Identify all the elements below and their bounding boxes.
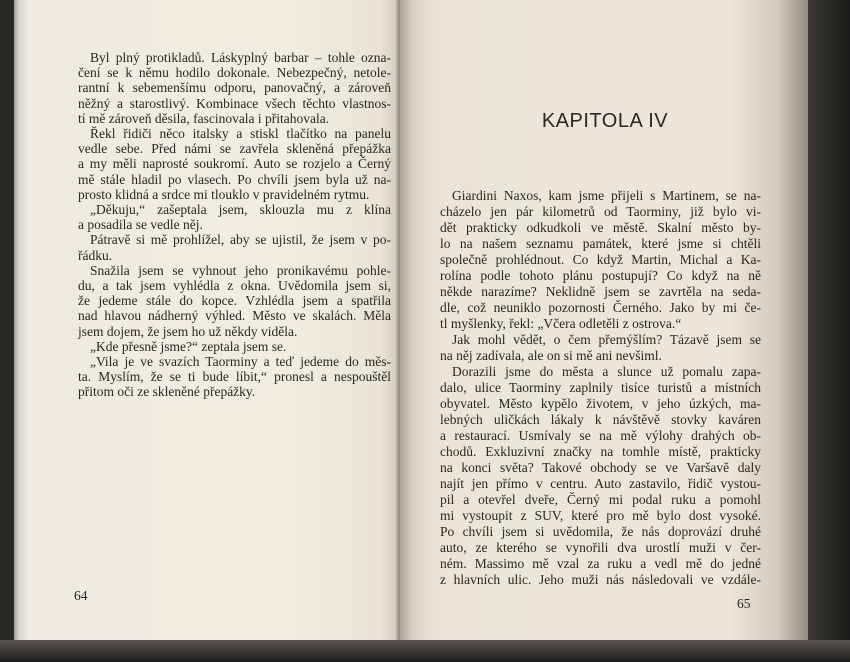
text-line: Řekl řidiči něco italsky a stiskl tlačítko na panelu xyxy=(90,126,391,142)
paragraph xyxy=(78,126,391,202)
text-line: „Vila je ve svazích Taorminy a teď jedeme do měs- xyxy=(90,354,391,370)
page-number-right: 65 xyxy=(737,596,751,611)
paragraph xyxy=(78,339,391,354)
text-line: na něj zadívala, ale on si mě ani nevšiml. xyxy=(440,348,662,363)
text-line: Snažila jsem se vyhnout jeho pronikavému pohle- xyxy=(90,262,391,278)
text-line: přitom oči ze skleněné přepážky. xyxy=(78,384,256,400)
text-line: chodů. Exkluzivní značky na tomhle místě, prakticky xyxy=(440,444,761,459)
text-line: lebných uličkách lákaly k návštěvě stovky kaváren xyxy=(440,412,761,427)
text-line: ném. Massimo mě vzal za ruku a vedl mě do jedné xyxy=(440,556,761,571)
text-line: lo na našem seznamu památek, které jsme si chtěli xyxy=(440,236,761,251)
text-line: dalo, ulice Taorminy zaplnily tisíce turistů a místních xyxy=(440,380,761,395)
text-line: rolína podle tohoto plánu postupují? Co když na ně xyxy=(440,268,761,283)
page-number-left: 64 xyxy=(74,588,88,603)
text-line: „Děkuju,“ zašeptala jsem, sklouzla mu z klína xyxy=(90,202,391,218)
text-line: cházelo jen pár kilometrů od Taorminy, již bylo vi- xyxy=(440,204,761,219)
text-line: a posadila se vedle něj. xyxy=(78,217,203,233)
left-page xyxy=(14,0,400,640)
text-line: prosto klidná a srdce mi tlouklo v pravidelném rytmu. xyxy=(78,186,370,202)
text-line: že jedeme stále do kopce. Vzhlédla jsem a spatřila xyxy=(78,293,391,309)
text-line: vedle sebe. Před námi se zavřela skleněná přepážka xyxy=(78,141,391,157)
text-line: Giardini Naxos, kam jsme přijeli s Martinem, se na- xyxy=(452,188,761,203)
text-line: Dorazili jsme do města a slunce už pomalu zapa- xyxy=(452,364,761,379)
text-line: tí mě zároveň děsila, fascinovala i přitahovala. xyxy=(78,110,330,126)
text-line: někde narazíme? Neklidně jsem se zavrtěla na seda- xyxy=(440,284,761,299)
text-line: mě stále hladil po vlasech. Po chvíli jsem byla už na- xyxy=(78,171,391,187)
text-line: Pátravě si mě prohlížel, aby se ujistil, že jsem v po- xyxy=(90,232,391,248)
text-line: jsem dojem, že jsem ho už někdy viděla. xyxy=(78,323,298,339)
paragraph xyxy=(78,202,391,232)
paragraph xyxy=(78,50,391,126)
text-line: dle, což neuniklo pozornosti Černého. Jako by mi če- xyxy=(440,300,761,315)
right-page-text xyxy=(440,188,761,588)
paragraph xyxy=(440,364,761,588)
text-line: čení se k němu hodilo dokonale. Nebezpečný, netole- xyxy=(78,65,391,81)
text-line: společně prohlédnout. Co když Martin, Michal a Ka- xyxy=(440,252,761,267)
left-page-text xyxy=(78,50,391,400)
text-line: řádku. xyxy=(78,247,113,263)
paragraph xyxy=(78,263,391,339)
text-line: auto, ze kterého se vynořili dva urostlí muži v čer- xyxy=(440,540,761,555)
right-page xyxy=(400,0,810,640)
scan-bottom-edge xyxy=(0,640,850,662)
text-line: Byl plný protikladů. Láskyplný barbar – tohle ozna- xyxy=(90,50,391,65)
paragraph xyxy=(440,188,761,332)
text-line: „Kde přesně jsme?“ zeptala jsem se. xyxy=(90,338,287,354)
text-line: du, a tak jsem vyhlédla z okna. Uvědomila jsem si, xyxy=(78,278,391,294)
scan-edge-shadow xyxy=(808,0,850,662)
paragraph xyxy=(440,332,761,364)
text-line: Po chvíli jsem si uvědomila, že nás doprovází druhé xyxy=(440,524,761,539)
text-line: z hlavních ulic. Jeho muži nás následovali ve vzdále- xyxy=(440,572,761,587)
text-line: dět prakticky odkudkoli ve městě. Skalní město by- xyxy=(440,220,761,235)
text-line: na konci světa? Takové obchody se ve Varšavě daly xyxy=(440,460,761,475)
text-line: mi vystoupit z SUV, které pro mě bylo dost vysoké. xyxy=(440,508,761,523)
text-line: pil a otevřel dveře, Černý mi podal ruku a pomohl xyxy=(440,492,761,507)
text-line: nad hlavou nádherný výhled. Město ve skalách. Měla xyxy=(78,308,391,324)
chapter-heading: KAPITOLA IV xyxy=(541,110,669,132)
text-line: tl myšlenky, řekl: „Včera odletěli z ostrova.“ xyxy=(440,316,682,331)
paragraph xyxy=(78,232,391,262)
text-line: ta. Myslím, že se ti bude líbit,“ pronesl a nespouštěl xyxy=(78,369,391,385)
text-line: rantní k sebemenšímu odporu, panovačný, a zároveň xyxy=(78,80,391,96)
text-line: obyvatel. Město kypělo životem, v jeho úzkých, ma- xyxy=(440,396,761,411)
text-line: Jak mohl vědět, o čem přemýšlím? Tázavě jsem se xyxy=(452,332,761,347)
text-line: a restaurací. Usmívaly se na mě výlohy drahých ob- xyxy=(440,428,761,443)
text-line: něžný a starostlivý. Kombinace všech těchto vlastnos- xyxy=(78,95,391,111)
text-line: najít jen přímo v centru. Auto zastavilo, řidič vystou- xyxy=(440,476,761,491)
text-line: a my měli naprosté soukromí. Auto se rozjelo a Černý xyxy=(78,156,391,172)
paragraph xyxy=(78,354,391,400)
